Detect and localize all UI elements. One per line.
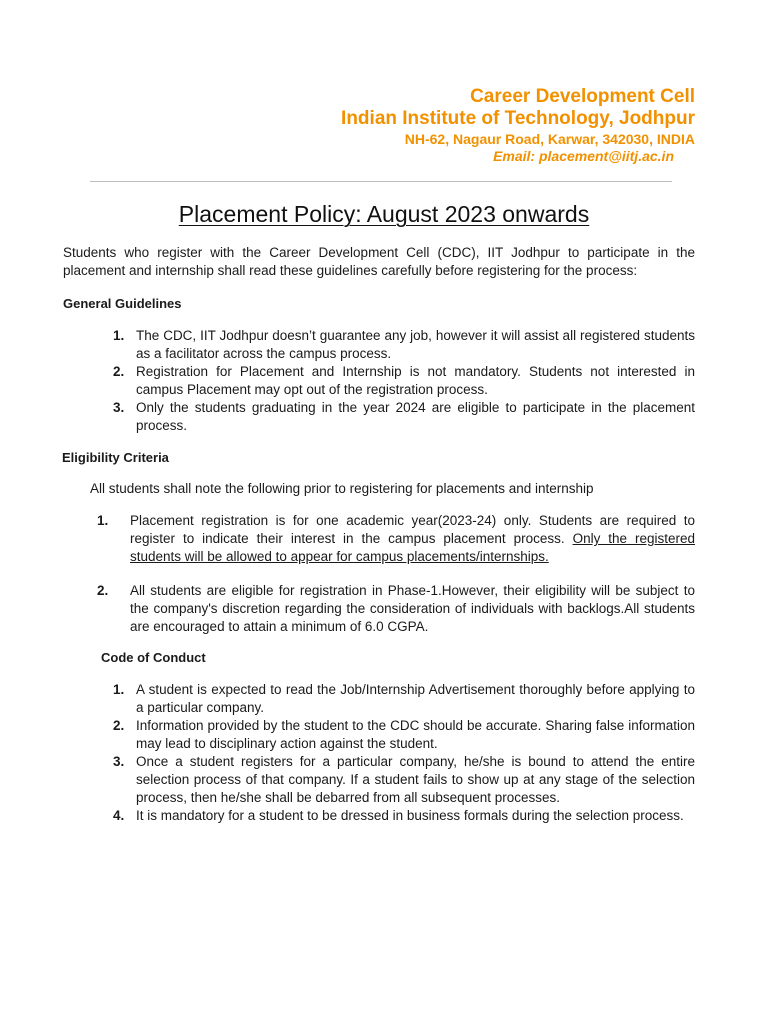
- list-item: [113, 327, 695, 363]
- list-item: [113, 717, 695, 753]
- institute-name: Indian Institute of Technology, Jodhpur: [341, 108, 695, 129]
- address: NH-62, Nagaur Road, Karwar, 342030, INDIA: [404, 131, 695, 147]
- list-number: 2.: [113, 364, 125, 379]
- underlined-note: Only the registered students will be allowed to appear for campus placements/internships.: [130, 531, 695, 564]
- list-item: [113, 753, 695, 807]
- header-divider: [90, 181, 672, 182]
- list-number: 2.: [113, 718, 125, 733]
- list-text: Once a student registers for a particular company, he/she is bound to attend the entire selection process of that company. If a student fails to show up at any stage of the selection process, then he/she shall be debarred from all subsequent processes.: [136, 754, 695, 805]
- email: Email: placement@iitj.ac.in: [493, 148, 674, 164]
- list-number: 2.: [97, 583, 109, 598]
- intro-paragraph: Students who register with the Career Development Cell (CDC), IIT Jodhpur to participate in the placement and internship shall read these guidelines carefully before registering for the process:: [63, 245, 695, 278]
- list-text: Registration for Placement and Internship is not mandatory. Students not interested in campus Placement may opt out of the registration process.: [136, 364, 695, 397]
- list-number: 3.: [113, 754, 125, 769]
- list-text: The CDC, IIT Jodhpur doesn’t guarantee any job, however it will assist all registered students as a facilitator across the campus process.: [136, 328, 695, 361]
- list-number: 4.: [113, 808, 125, 823]
- list-number: 1.: [113, 682, 125, 697]
- org-name: Career Development Cell: [470, 86, 695, 107]
- code-of-conduct-heading: Code of Conduct: [101, 650, 206, 665]
- list-text: All students are eligible for registration in Phase-1.However, their eligibility will be subject to the company's discretion regarding the consideration of individuals with backlogs.All students are encouraged to attain a minimum of 6.0 CGPA.: [130, 583, 695, 634]
- list-text: Placement registration is for one academic year(2023-24) only. Students are required to register to indicate their interest in the campus placement process.: [130, 513, 695, 546]
- list-item: [113, 807, 695, 825]
- document-title: Placement Policy: August 2023 onwards: [178, 201, 590, 227]
- eligibility-intro: All students shall note the following prior to registering for placements and internship: [90, 481, 594, 496]
- general-guidelines-list: [113, 327, 695, 435]
- eligibility-list: [97, 512, 695, 636]
- list-number: 3.: [113, 400, 125, 415]
- list-item: [97, 512, 695, 566]
- list-text: It is mandatory for a student to be dressed in business formals during the selection process.: [136, 808, 684, 823]
- list-text: A student is expected to read the Job/Internship Advertisement thoroughly before applying to a particular company.: [136, 682, 695, 715]
- list-item: [113, 681, 695, 717]
- eligibility-heading: Eligibility Criteria: [62, 450, 169, 465]
- list-item: [113, 399, 695, 435]
- list-number: 1.: [97, 513, 109, 528]
- code-of-conduct-list: [113, 681, 695, 825]
- letterhead: [341, 86, 695, 165]
- list-number: 1.: [113, 328, 125, 343]
- general-guidelines-heading: General Guidelines: [63, 296, 182, 311]
- list-text: Information provided by the student to the CDC should be accurate. Sharing false information may lead to disciplinary action against the student.: [136, 718, 695, 751]
- list-text: Only the students graduating in the year 2024 are eligible to participate in the placement process.: [136, 400, 695, 433]
- list-item: [113, 363, 695, 399]
- list-item: [97, 582, 695, 636]
